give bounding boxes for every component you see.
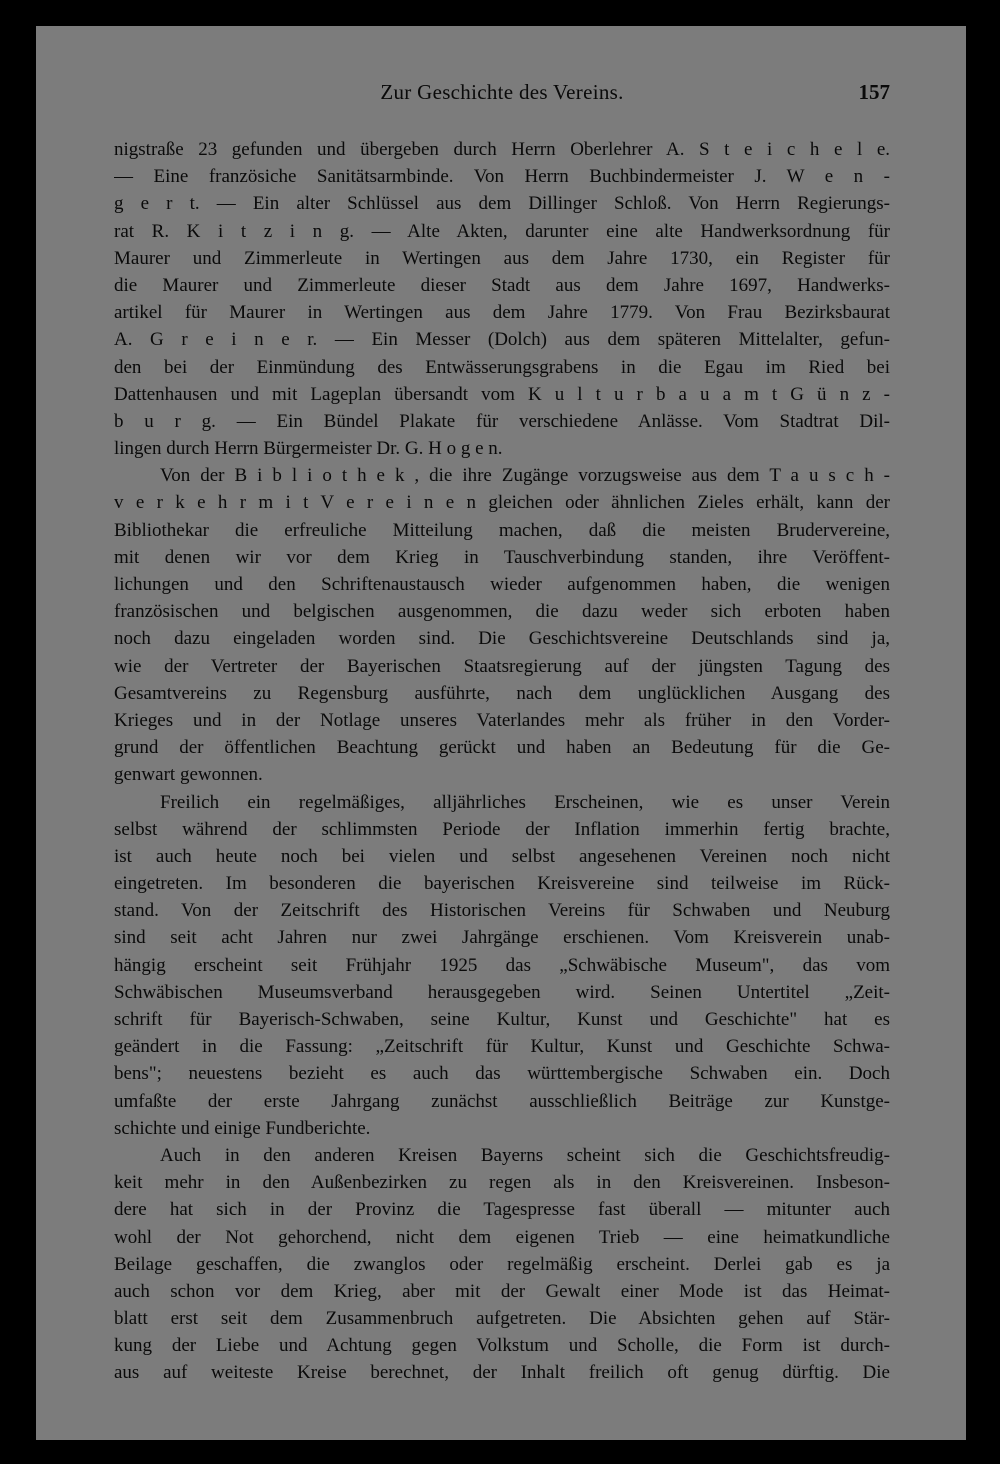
page-number: 157 <box>858 80 890 104</box>
text-line: A. G r e i n e r. — Ein Messer (Dolch) aus dem späteren Mittelalter, gefun- <box>114 329 890 351</box>
text-line: Dattenhausen und mit Lageplan übersandt vom K u l t u r b a u a m t G ü n z - <box>114 383 890 405</box>
text-line: genwart gewonnen. <box>114 764 263 786</box>
paragraph <box>114 1142 890 1387</box>
text-line: lichungen und den Schriftenaustausch wieder aufgenommen haben, die wenigen <box>114 574 890 595</box>
text-line: bens"; neuestens bezieht es auch das württembergische Schwaben ein. Doch <box>114 1063 890 1085</box>
paragraph <box>114 789 890 1142</box>
text-line: eingetreten. Im besonderen die bayerischen Kreisvereine sind teilweise im Rück- <box>114 873 890 895</box>
text-line: Gesamtvereins zu Regensburg ausführte, nach dem unglücklichen Ausgang des <box>114 682 890 704</box>
text-line: b u r g. — Ein Bündel Plakate für verschiedene Anlässe. Vom Stadtrat Dil- <box>114 410 890 432</box>
text-line: Bibliothekar die erfreuliche Mitteilung machen, daß die meisten Brudervereine, <box>114 519 890 541</box>
text-line: die Maurer und Zimmerleute dieser Stadt aus dem Jahre 1697, Handwerks- <box>114 274 890 296</box>
text-line: — Eine französiche Sanitätsarmbinde. Von Herrn Buchbindermeister J. W e n - <box>114 166 890 188</box>
text-line: selbst während der schlimmsten Periode der Inflation immerhin fertig brachte, <box>114 818 890 840</box>
text-line: nigstraße 23 gefunden und übergeben durch Herrn Oberlehrer A. S t e i c h e l e. <box>114 139 890 160</box>
text-line: wie der Vertreter der Bayerischen Staatsregierung auf der jüngsten Tagung des <box>114 655 890 677</box>
text-line: Von der B i b l i o t h e k , die ihre Zugänge vorzugsweise aus dem T a u s c h - <box>160 465 890 487</box>
text-line: Krieges und in der Notlage unseres Vaterlandes mehr als früher in den Vorder- <box>114 709 890 731</box>
text-line: französischen und belgischen ausgenommen, die dazu weder sich erboten haben <box>114 601 890 623</box>
text-line: grund der öffentlichen Beachtung gerückt und haben an Bedeutung für die Ge- <box>114 737 890 759</box>
text-line: rat R. K i t z i n g. — Alte Akten, darunter eine alte Handwerksordnung für <box>114 220 890 242</box>
text-line: schichte und einige Fundberichte. <box>114 1117 371 1139</box>
text-line: artikel für Maurer in Wertingen aus dem Jahre 1779. Von Frau Bezirksbaurat <box>114 302 890 324</box>
text-line: schrift für Bayerisch-Schwaben, seine Kultur, Kunst und Geschichte" hat es <box>114 1009 890 1030</box>
text-line: hängig erscheint seit Frühjahr 1925 das „Schwäbische Museum", das vom <box>114 954 890 976</box>
paragraph <box>114 136 890 462</box>
text-line: Auch in den anderen Kreisen Bayerns scheint sich die Geschichtsfreudig- <box>160 1144 890 1166</box>
text-line: sind seit acht Jahren nur zwei Jahrgänge erschienen. Vom Kreisverein unab- <box>114 927 890 949</box>
running-title: Zur Geschichte des Vereins. <box>380 80 624 104</box>
text-line: auch schon vor dem Krieg, aber mit der Gewalt einer Mode ist das Heimat- <box>114 1280 890 1302</box>
text-line: stand. Von der Zeitschrift des Historischen Vereins für Schwaben und Neuburg <box>114 900 890 922</box>
text-line: dere hat sich in der Provinz die Tagespresse fast überall — mitunter auch <box>114 1199 890 1221</box>
text-line: keit mehr in den Außenbezirken zu regen als in den Kreisvereinen. Insbeson- <box>114 1172 890 1194</box>
text-line: noch dazu eingeladen worden sind. Die Geschichtsvereine Deutschlands sind ja, <box>114 628 890 650</box>
page-header <box>114 80 890 110</box>
text-line: Freilich ein regelmäßiges, alljährliches Erscheinen, wie es unser Verein <box>160 791 890 813</box>
text-line: Beilage geschaffen, die zwanglos oder regelmäßig erscheint. Derlei gab es ja <box>114 1253 890 1275</box>
body-text <box>114 136 890 1387</box>
text-line: g e r t. — Ein alter Schlüssel aus dem Dillinger Schloß. Von Herrn Regierungs- <box>114 193 890 215</box>
text-line: Maurer und Zimmerleute in Wertingen aus dem Jahre 1730, ein Register für <box>114 247 890 269</box>
text-line: v e r k e h r m i t V e r e i n e n gleichen oder ähnlichen Zieles erhält, kann der <box>114 492 890 514</box>
text-line: umfaßte der erste Jahrgang zunächst ausschließlich Beiträge zur Kunstge- <box>114 1090 890 1112</box>
text-line: wohl der Not gehorchend, nicht dem eigenen Trieb — eine heimatkundliche <box>114 1226 890 1248</box>
text-line: kung der Liebe und Achtung gegen Volkstum und Scholle, die Form ist durch- <box>114 1335 890 1357</box>
text-line: lingen durch Herrn Bürgermeister Dr. G. H o g e n. <box>114 438 503 460</box>
text-line: Schwäbischen Museumsverband herausgegeben wird. Seinen Untertitel „Zeit- <box>114 981 890 1003</box>
text-line: aus auf weiteste Kreise berechnet, der Inhalt freilich oft genug dürftig. Die <box>114 1362 890 1384</box>
text-line: geändert in die Fassung: „Zeitschrift für Kultur, Kunst und Geschichte Schwa- <box>114 1036 890 1058</box>
text-line: den bei der Einmündung des Entwässerungsgrabens in die Egau im Ried bei <box>114 356 890 378</box>
text-line: ist auch heute noch bei vielen und selbst angesehenen Vereinen noch nicht <box>114 845 890 867</box>
paragraph <box>114 462 890 788</box>
text-line: blatt erst seit dem Zusammenbruch aufgetreten. Die Absichten gehen auf Stär- <box>114 1308 890 1330</box>
text-line: mit denen wir vor dem Krieg in Tauschverbindung standen, ihre Veröffent- <box>114 546 890 568</box>
